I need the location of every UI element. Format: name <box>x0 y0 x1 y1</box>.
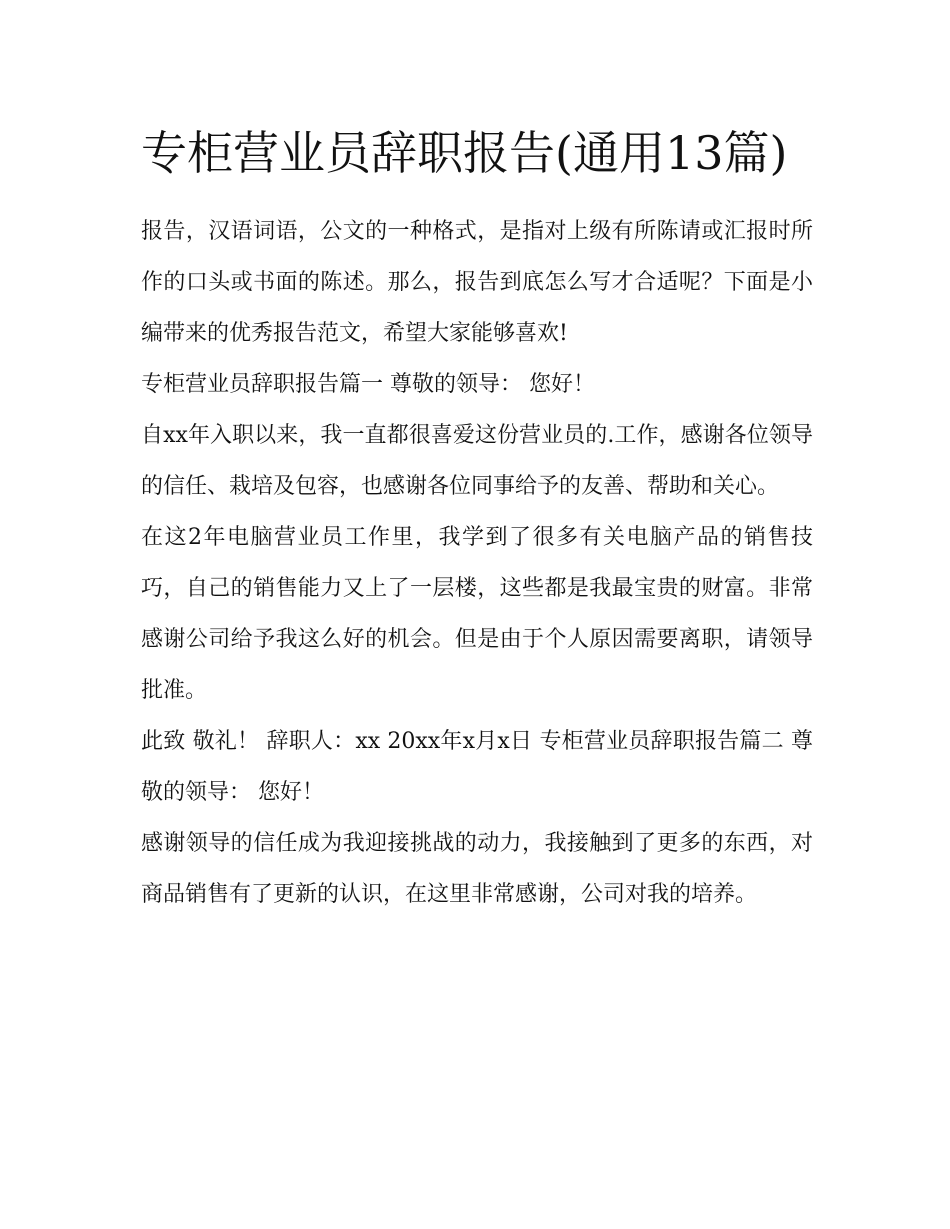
document-content <box>141 114 813 920</box>
paragraph-intro: 报告，汉语词语，公文的一种格式，是指对上级有所陈请或汇报时所作的口头或书面的陈述。那么，报告到底怎么写才合适呢？下面是小编带来的优秀报告范文，希望大家能够喜欢! <box>141 219 813 346</box>
paragraph-closing-salutation-2: 此致 敬礼！ 辞职人：xx 20xx年x月x日 专柜营业员辞职报告篇二 尊敬的领导： 您好！ <box>141 729 813 805</box>
paragraph-experience: 在这2年电脑营业员工作里，我学到了很多有关电脑产品的销售技巧，自己的销售能力又上了一层楼，这些都是我最宝贵的财富。非常感谢公司给予我这么好的机会。但是由于个人原因需要离职，请领导批准。 <box>141 525 813 703</box>
paragraph-thanks: 感谢领导的信任成为我迎接挑战的动力，我接触到了更多的东西，对商品销售有了更新的认识，在这里非常感谢，公司对我的培养。 <box>141 831 813 907</box>
paragraph-gratitude: 自xx年入职以来，我一直都很喜爱这份营业员的.工作，感谢各位领导的信任、栽培及包容，也感谢各位同事给予的友善、帮助和关心。 <box>141 423 813 499</box>
document-title: 专柜营业员辞职报告(通用13篇) <box>141 126 788 180</box>
document-body <box>141 206 813 920</box>
paragraph-salutation-1: 专柜营业员辞职报告篇一 尊敬的领导： 您好！ <box>141 372 595 397</box>
